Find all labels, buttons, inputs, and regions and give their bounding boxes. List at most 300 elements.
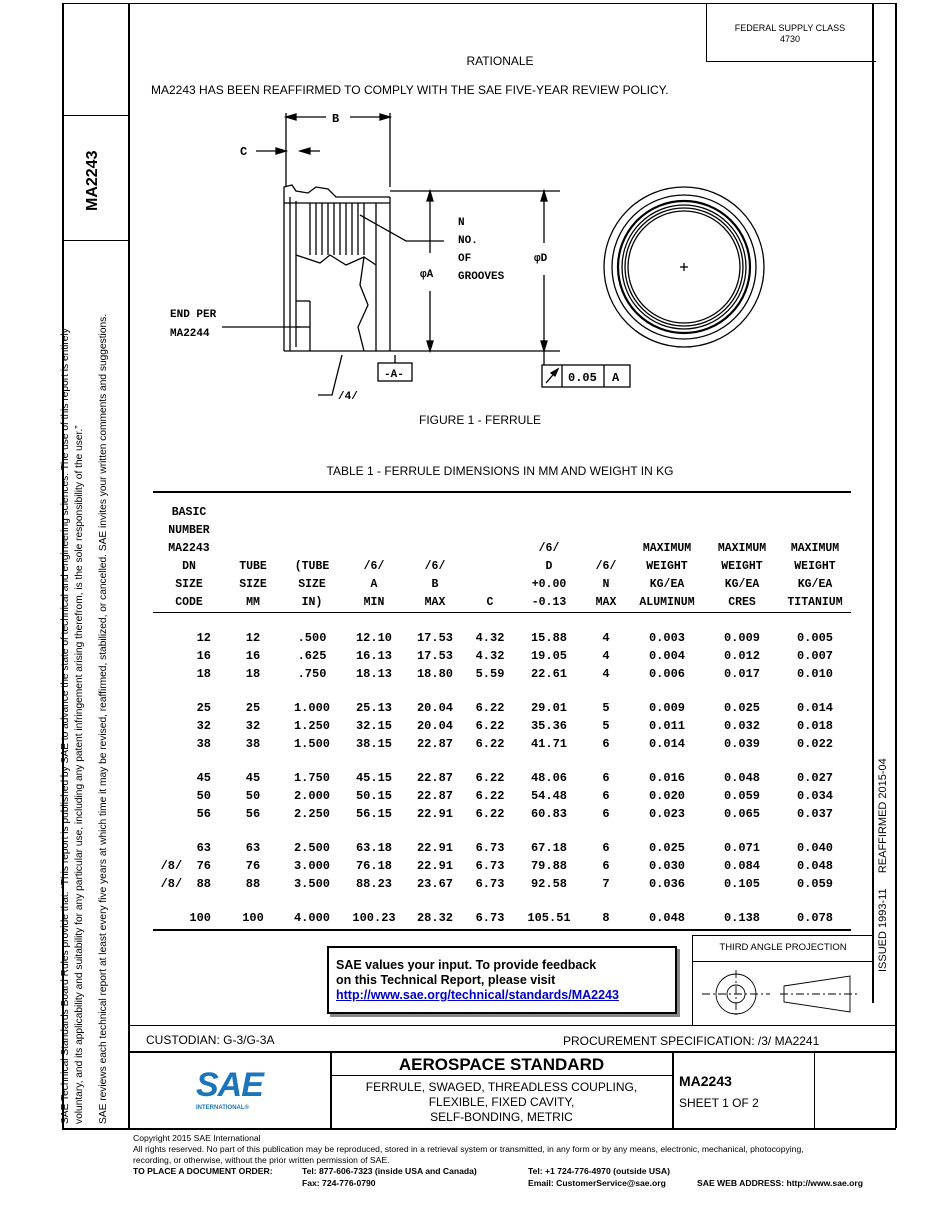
table-cell: 29.01 xyxy=(530,701,567,715)
table-row xyxy=(153,857,851,875)
table-cell: 1.250 xyxy=(293,719,330,733)
table-row xyxy=(153,699,851,717)
frame-right xyxy=(895,3,897,1128)
label-n1: N xyxy=(458,217,465,229)
table-cell: 0.022 xyxy=(796,737,833,751)
frame-bottom xyxy=(62,1128,896,1130)
table-header-cell xyxy=(281,504,343,522)
table-header-cell: SIZE xyxy=(239,578,267,591)
title-heading-rule xyxy=(330,1075,672,1076)
table-cell: 0.007 xyxy=(796,649,833,663)
table-cell: 1.000 xyxy=(293,701,330,715)
table-cell: 28.32 xyxy=(416,911,453,925)
label-c: C xyxy=(240,145,248,159)
table-cell: 0.023 xyxy=(648,807,685,821)
table-cell: .750 xyxy=(297,667,327,681)
sae-logo-mark: SAE xyxy=(196,1066,263,1104)
side-id-box-top xyxy=(62,115,129,116)
table-cell: 22.61 xyxy=(530,667,567,681)
table-header-cell xyxy=(225,522,281,540)
fsc-box-left xyxy=(706,3,707,61)
table-spacer xyxy=(153,613,851,630)
table-cell: .625 xyxy=(297,649,327,663)
table-cell: 50 xyxy=(196,789,211,803)
table-spacer xyxy=(153,683,851,699)
frame-left-inner xyxy=(128,3,130,1128)
table-cell: 0.048 xyxy=(723,771,760,785)
table-cell: 5 xyxy=(602,719,610,733)
table-header-cell: SIZE xyxy=(175,578,203,591)
table-cell: 56 xyxy=(196,807,211,821)
table-cell: 18.80 xyxy=(416,667,453,681)
table-cell: 100 xyxy=(242,911,264,925)
table-cell: 92.58 xyxy=(530,877,567,891)
table-cell: 1.500 xyxy=(293,737,330,751)
table-cell: 0.105 xyxy=(723,877,760,891)
feedback-box xyxy=(327,946,677,1014)
table-header-cell xyxy=(465,558,515,576)
table-row xyxy=(153,769,851,787)
table-header-cell: BASIC xyxy=(171,506,207,519)
table-header-cell xyxy=(515,522,583,540)
table-row xyxy=(153,735,851,753)
footer-email[interactable]: Email: CustomerService@sae.org xyxy=(528,1178,666,1188)
table-cell: 38 xyxy=(245,737,261,751)
table-cell: 19.05 xyxy=(530,649,567,663)
table-cell: 0.006 xyxy=(648,667,685,681)
table-cell: 0.048 xyxy=(648,911,685,925)
table-spacer xyxy=(153,753,851,769)
table-header-cell: N xyxy=(602,578,610,591)
table-cell: 5.59 xyxy=(475,667,505,681)
table-cell: 54.48 xyxy=(530,789,567,803)
ferrule-figure xyxy=(150,105,870,405)
table-cell: 0.071 xyxy=(723,841,760,855)
table-cell: 32 xyxy=(245,719,261,733)
table-cell: 16 xyxy=(196,649,211,663)
table-spacer xyxy=(153,893,851,909)
table-cell: 6.22 xyxy=(475,737,505,751)
footer-rights1: All rights reserved. No part of this publication may be reproduced, stored in a retrieval system or transmitted, in any form or by any means, electronic, mechanical, photocopying, xyxy=(133,1144,804,1154)
title-block-div3 xyxy=(814,1051,815,1129)
table-header-cell: CODE xyxy=(153,594,225,613)
table-header-cell: IN) xyxy=(281,594,343,613)
table-cell: 4.32 xyxy=(475,631,505,645)
document-title xyxy=(331,1080,672,1125)
label-end-spec: MA2244 xyxy=(170,328,210,340)
table-header-row xyxy=(153,558,851,576)
table-cell: 15.88 xyxy=(530,631,567,645)
table-header-cell: MAX xyxy=(583,594,629,613)
table-cell: 2.000 xyxy=(293,789,330,803)
table-cell: 60.83 xyxy=(530,807,567,821)
table-cell: 0.034 xyxy=(796,789,833,803)
table-header-cell xyxy=(281,522,343,540)
table-header-cell: C xyxy=(465,594,515,613)
table-cell: 48.06 xyxy=(530,771,567,785)
table-cell: 6.73 xyxy=(475,841,505,855)
table-header-row xyxy=(153,540,851,558)
table-cell: 18 xyxy=(245,667,261,681)
table-cell: 6 xyxy=(602,789,610,803)
table-cell: 0.032 xyxy=(723,719,760,733)
table-cell: /8/ 88 xyxy=(160,877,211,891)
table-cell: 56 xyxy=(245,807,261,821)
table-cell: 32 xyxy=(196,719,211,733)
table-header-cell xyxy=(225,540,281,558)
table-cell: 12.10 xyxy=(355,631,392,645)
side-doc-id: MA2243 xyxy=(84,150,101,211)
table-header-cell: MAXIMUM xyxy=(642,542,692,555)
label-phi-a: φA xyxy=(420,269,434,281)
table-row xyxy=(153,665,851,683)
table-cell: 1.750 xyxy=(293,771,330,785)
table-cell: 22.91 xyxy=(416,807,453,821)
table-spacer xyxy=(153,823,851,839)
table-cell: 0.048 xyxy=(796,859,833,873)
table-header-cell xyxy=(225,504,281,522)
table-cell: 5 xyxy=(602,701,610,715)
table-cell: 23.67 xyxy=(416,877,453,891)
projection-box-top xyxy=(692,935,873,936)
table-cell: /8/ 76 xyxy=(160,859,211,873)
table-header-cell: MIN xyxy=(343,594,405,613)
table-cell: 6.22 xyxy=(475,701,505,715)
table-cell: 6.73 xyxy=(475,911,505,925)
table-cell: 0.014 xyxy=(796,701,833,715)
table-header-cell: A xyxy=(370,578,378,591)
table-cell: 50 xyxy=(245,789,261,803)
table-header-cell: WEIGHT xyxy=(794,560,836,573)
rationale-text: MA2243 HAS BEEN REAFFIRMED TO COMPLY WITH THE SAE FIVE-YEAR REVIEW POLICY. xyxy=(151,83,669,97)
table-cell: 88 xyxy=(245,877,261,891)
table-row xyxy=(153,717,851,735)
table-cell: 32.15 xyxy=(355,719,392,733)
table-cell: 25 xyxy=(245,701,261,715)
title-block-div2 xyxy=(672,1051,674,1129)
table-head xyxy=(153,504,851,613)
table-header-cell: TUBE xyxy=(239,560,267,573)
table-cell: 3.000 xyxy=(293,859,330,873)
table-cell: 76.18 xyxy=(355,859,392,873)
table-header-cell xyxy=(465,576,515,594)
table-cell: 45 xyxy=(196,771,211,785)
table-cell: 63 xyxy=(245,841,261,855)
table-cell: 0.012 xyxy=(723,649,760,663)
table-header-cell xyxy=(465,504,515,522)
table-cell: 12 xyxy=(245,631,261,645)
table-cell: 0.084 xyxy=(723,859,760,873)
table-cell: 0.040 xyxy=(796,841,833,855)
side-id-box-bottom xyxy=(62,240,129,241)
side-note-line1: SAE Technical Standards Board Rules provide that: “This report is published by SAE to advance the state of technical and engineering sciences. The use of this report is entirely xyxy=(60,328,71,1124)
table-header-cell xyxy=(405,522,465,540)
table-cell: 22.87 xyxy=(416,737,453,751)
footer-copyright: Copyright 2015 SAE International xyxy=(133,1133,261,1143)
feedback-link[interactable]: http://www.sae.org/technical/standards/MA2243 xyxy=(336,988,619,1002)
table-cell: 0.036 xyxy=(648,877,685,891)
table-cell: 0.138 xyxy=(723,911,760,925)
custodian: CUSTODIAN: G-3/G-3A xyxy=(146,1033,275,1047)
table-cell: 0.011 xyxy=(648,719,685,733)
table-header-cell: NUMBER xyxy=(168,524,210,537)
table-cell: 16 xyxy=(245,649,261,663)
table-cell: 0.017 xyxy=(723,667,760,681)
table-top-rule xyxy=(153,491,851,493)
table-cell: 38 xyxy=(196,737,211,751)
table-cell: 45 xyxy=(245,771,261,785)
rationale-heading: RATIONALE xyxy=(466,54,534,68)
table-cell: 22.91 xyxy=(416,841,453,855)
dimensions-table xyxy=(153,504,851,927)
table-cell: 50.15 xyxy=(355,789,392,803)
table-header-cell: ALUMINUM xyxy=(629,594,705,613)
table-cell: 100.23 xyxy=(352,911,396,925)
table-cell: 22.87 xyxy=(416,771,453,785)
table-cell: 4.32 xyxy=(475,649,505,663)
table-cell: 0.027 xyxy=(796,771,833,785)
table-header-cell xyxy=(629,504,705,522)
table-cell: 6 xyxy=(602,771,610,785)
table-header-cell xyxy=(343,540,405,558)
frame-right-strip xyxy=(872,3,874,1003)
table-cell: 38.15 xyxy=(355,737,392,751)
table-cell: 2.250 xyxy=(293,807,330,821)
title-line1: FERRULE, SWAGED, THREADLESS COUPLING, xyxy=(365,1080,638,1094)
table-header-cell xyxy=(465,540,515,558)
table-cell: 0.010 xyxy=(796,667,833,681)
table-header-cell xyxy=(343,504,405,522)
table-cell: 6 xyxy=(602,841,610,855)
table-cell: 6.73 xyxy=(475,877,505,891)
table-cell: 7 xyxy=(602,877,610,891)
table-cell: 0.059 xyxy=(796,877,833,891)
table-header-cell: D xyxy=(545,560,553,573)
table-cell: 0.009 xyxy=(648,701,685,715)
table-cell: 0.065 xyxy=(723,807,760,821)
procurement-spec: PROCUREMENT SPECIFICATION: /3/ MA2241 xyxy=(563,1034,820,1048)
table-header-cell: MM xyxy=(225,594,281,613)
table-header-cell: /6/ xyxy=(595,560,617,573)
table-cell: 6 xyxy=(602,737,610,751)
fsc-line1: FEDERAL SUPPLY CLASS xyxy=(734,23,846,33)
table-cell: 22.87 xyxy=(416,789,453,803)
projection-box-divider xyxy=(692,961,873,962)
table-cell: 17.53 xyxy=(416,649,453,663)
table-header-cell xyxy=(779,522,851,540)
table-cell: 18.13 xyxy=(355,667,392,681)
table-row xyxy=(153,839,851,857)
table-cell: 0.003 xyxy=(648,631,685,645)
table-cell: 67.18 xyxy=(530,841,567,855)
table-cell: 17.53 xyxy=(416,631,453,645)
table-cell: 100 xyxy=(189,911,211,925)
table-cell: 20.04 xyxy=(416,701,453,715)
document-number: MA2243 xyxy=(679,1073,732,1089)
table-header-cell: B xyxy=(431,578,439,591)
table-cell: 0.059 xyxy=(723,789,760,803)
table-cell: 0.014 xyxy=(648,737,685,751)
table-cell: 0.004 xyxy=(648,649,685,663)
label-end-per: END PER xyxy=(170,309,217,321)
table-cell: 63.18 xyxy=(355,841,392,855)
footer-tel-intl: Tel: +1 724-776-4970 (outside USA) xyxy=(528,1166,670,1176)
table-cell: 0.039 xyxy=(723,737,760,751)
table-row xyxy=(153,647,851,665)
table-cell: 0.009 xyxy=(723,631,760,645)
table-header-cell: MA2243 xyxy=(168,542,210,555)
table-header-cell xyxy=(515,504,583,522)
table-header-cell: MAX xyxy=(405,594,465,613)
table-cell: 0.078 xyxy=(796,911,833,925)
table-cell: 6.22 xyxy=(475,719,505,733)
footer-web[interactable]: SAE WEB ADDRESS: http://www.sae.org xyxy=(697,1178,863,1188)
aerospace-standard-heading: AEROSPACE STANDARD xyxy=(398,1055,605,1074)
tolerance-datum-ref: A xyxy=(612,371,620,385)
table-header-cell: WEIGHT xyxy=(646,560,688,573)
footer-order-label: TO PLACE A DOCUMENT ORDER: xyxy=(133,1166,273,1176)
frame-top xyxy=(62,3,896,4)
table-cell: 12 xyxy=(196,631,211,645)
table-header-cell: SIZE xyxy=(298,578,326,591)
table-header-cell: (TUBE xyxy=(294,560,330,573)
table-header-row xyxy=(153,594,851,613)
fsc-box-bottom xyxy=(706,61,876,62)
table-header-cell xyxy=(465,522,515,540)
dimensions-grid xyxy=(153,504,851,927)
table-cell: 0.005 xyxy=(796,631,833,645)
table-cell: .500 xyxy=(297,631,327,645)
table-cell: 0.020 xyxy=(648,789,685,803)
table-caption: TABLE 1 - FERRULE DIMENSIONS IN MM AND WEIGHT IN KG xyxy=(326,464,674,478)
table-header-row xyxy=(153,504,851,522)
footer-rights2: recording, or otherwise, without the prior written permission of SAE. xyxy=(133,1155,390,1165)
table-header-cell: KG/EA xyxy=(724,578,760,591)
table-bottom-rule xyxy=(153,929,851,931)
footer-fax: Fax: 724-776-0790 xyxy=(302,1178,376,1188)
feedback-line1: SAE values your input. To provide feedback xyxy=(336,958,597,972)
table-header-cell xyxy=(705,504,779,522)
side-note-line2: voluntary, and its applicability and suitability for any particular use, including any patent infringement arising therefrom, is the sole responsibility of the user.” xyxy=(74,425,85,1124)
figure-caption: FIGURE 1 - FERRULE xyxy=(418,413,541,427)
table-header-cell: /6/ xyxy=(363,560,385,573)
table-header-cell xyxy=(405,504,465,522)
table-header-cell: DN xyxy=(182,560,196,573)
table-header-cell xyxy=(705,522,779,540)
table-body xyxy=(153,613,851,928)
table-header-cell xyxy=(583,504,629,522)
table-cell: 76 xyxy=(245,859,261,873)
table-header-cell: CRES xyxy=(705,594,779,613)
label-n4: GROOVES xyxy=(458,271,505,283)
federal-supply-class xyxy=(708,23,872,45)
sae-logo-sub: INTERNATIONAL® xyxy=(196,1105,249,1111)
table-cell: 45.15 xyxy=(355,771,392,785)
table-cell: 0.025 xyxy=(648,841,685,855)
table-cell: 41.71 xyxy=(530,737,567,751)
table-cell: 25 xyxy=(196,701,211,715)
table-header-cell xyxy=(281,540,343,558)
side-note-line3: SAE reviews each technical report at least every five years at which time it may be revised, reaffirmed, stabilized, or cancelled. SAE invites your written comments and suggestions. xyxy=(98,313,109,1124)
table-cell: 0.016 xyxy=(648,771,685,785)
table-cell: 8 xyxy=(602,911,610,925)
table-header-cell: KG/EA xyxy=(649,578,685,591)
table-header-cell: -0.13 xyxy=(515,594,583,613)
table-cell: 0.018 xyxy=(796,719,833,733)
table-header-cell: /6/ xyxy=(538,542,560,555)
table-cell: 88.23 xyxy=(355,877,392,891)
table-header-cell xyxy=(583,522,629,540)
table-cell: 79.88 xyxy=(530,859,567,873)
table-cell: 6 xyxy=(602,859,610,873)
table-cell: 6.22 xyxy=(475,807,505,821)
custodian-row-bottom xyxy=(128,1051,896,1053)
table-cell: 25.13 xyxy=(355,701,392,715)
label-note-4: /4/ xyxy=(338,391,358,403)
table-row xyxy=(153,787,851,805)
title-line2: FLEXIBLE, FIXED CAVITY, xyxy=(428,1095,575,1109)
table-cell: 35.36 xyxy=(530,719,567,733)
third-angle-symbol xyxy=(700,966,865,1022)
table-row xyxy=(153,629,851,647)
table-cell: 0.025 xyxy=(723,701,760,715)
table-header-row xyxy=(153,576,851,594)
table-header-cell: WEIGHT xyxy=(721,560,763,573)
label-n2: NO. xyxy=(458,235,478,247)
table-cell: 4 xyxy=(602,631,610,645)
table-cell: 2.500 xyxy=(293,841,330,855)
footer xyxy=(133,1133,933,1166)
label-b: B xyxy=(332,112,340,126)
table-header-cell xyxy=(583,540,629,558)
table-cell: 20.04 xyxy=(416,719,453,733)
table-cell: 6.73 xyxy=(475,859,505,873)
table-cell: 0.030 xyxy=(648,859,685,873)
fsc-line2: 4730 xyxy=(779,34,801,44)
table-header-cell: MAXIMUM xyxy=(790,542,840,555)
footer-tel-us: Tel: 877-606-7323 (inside USA and Canada) xyxy=(302,1166,477,1176)
sheet-number: SHEET 1 OF 2 xyxy=(679,1096,759,1110)
custodian-row-top xyxy=(128,1025,896,1026)
sae-logo xyxy=(196,1068,266,1118)
table-header-cell: +0.00 xyxy=(531,578,567,591)
table-header-row xyxy=(153,522,851,540)
table-cell: 6.22 xyxy=(475,771,505,785)
table-header-cell: TITANIUM xyxy=(779,594,851,613)
table-row xyxy=(153,875,851,893)
table-header-cell xyxy=(779,504,851,522)
table-header-cell: MAXIMUM xyxy=(717,542,767,555)
table-cell: 6.22 xyxy=(475,789,505,803)
table-cell: 6 xyxy=(602,807,610,821)
table-header-cell: KG/EA xyxy=(797,578,833,591)
table-cell: 4 xyxy=(602,649,610,663)
table-cell: 22.91 xyxy=(416,859,453,873)
table-row xyxy=(153,805,851,823)
table-header-cell: /6/ xyxy=(424,560,446,573)
table-cell: 0.037 xyxy=(796,807,833,821)
table-cell: 3.500 xyxy=(293,877,330,891)
table-header-cell xyxy=(629,522,705,540)
label-n3: OF xyxy=(458,253,472,265)
table-row xyxy=(153,909,851,927)
issued-reaffirmed: ISSUED 1993-11 REAFFIRMED 2015-04 xyxy=(877,758,889,972)
tolerance-value: 0.05 xyxy=(568,371,597,385)
projection-label: THIRD ANGLE PROJECTION xyxy=(719,942,847,953)
label-datum-a: -A- xyxy=(384,369,404,381)
table-header-cell xyxy=(405,540,465,558)
label-phi-d: φD xyxy=(534,253,548,265)
